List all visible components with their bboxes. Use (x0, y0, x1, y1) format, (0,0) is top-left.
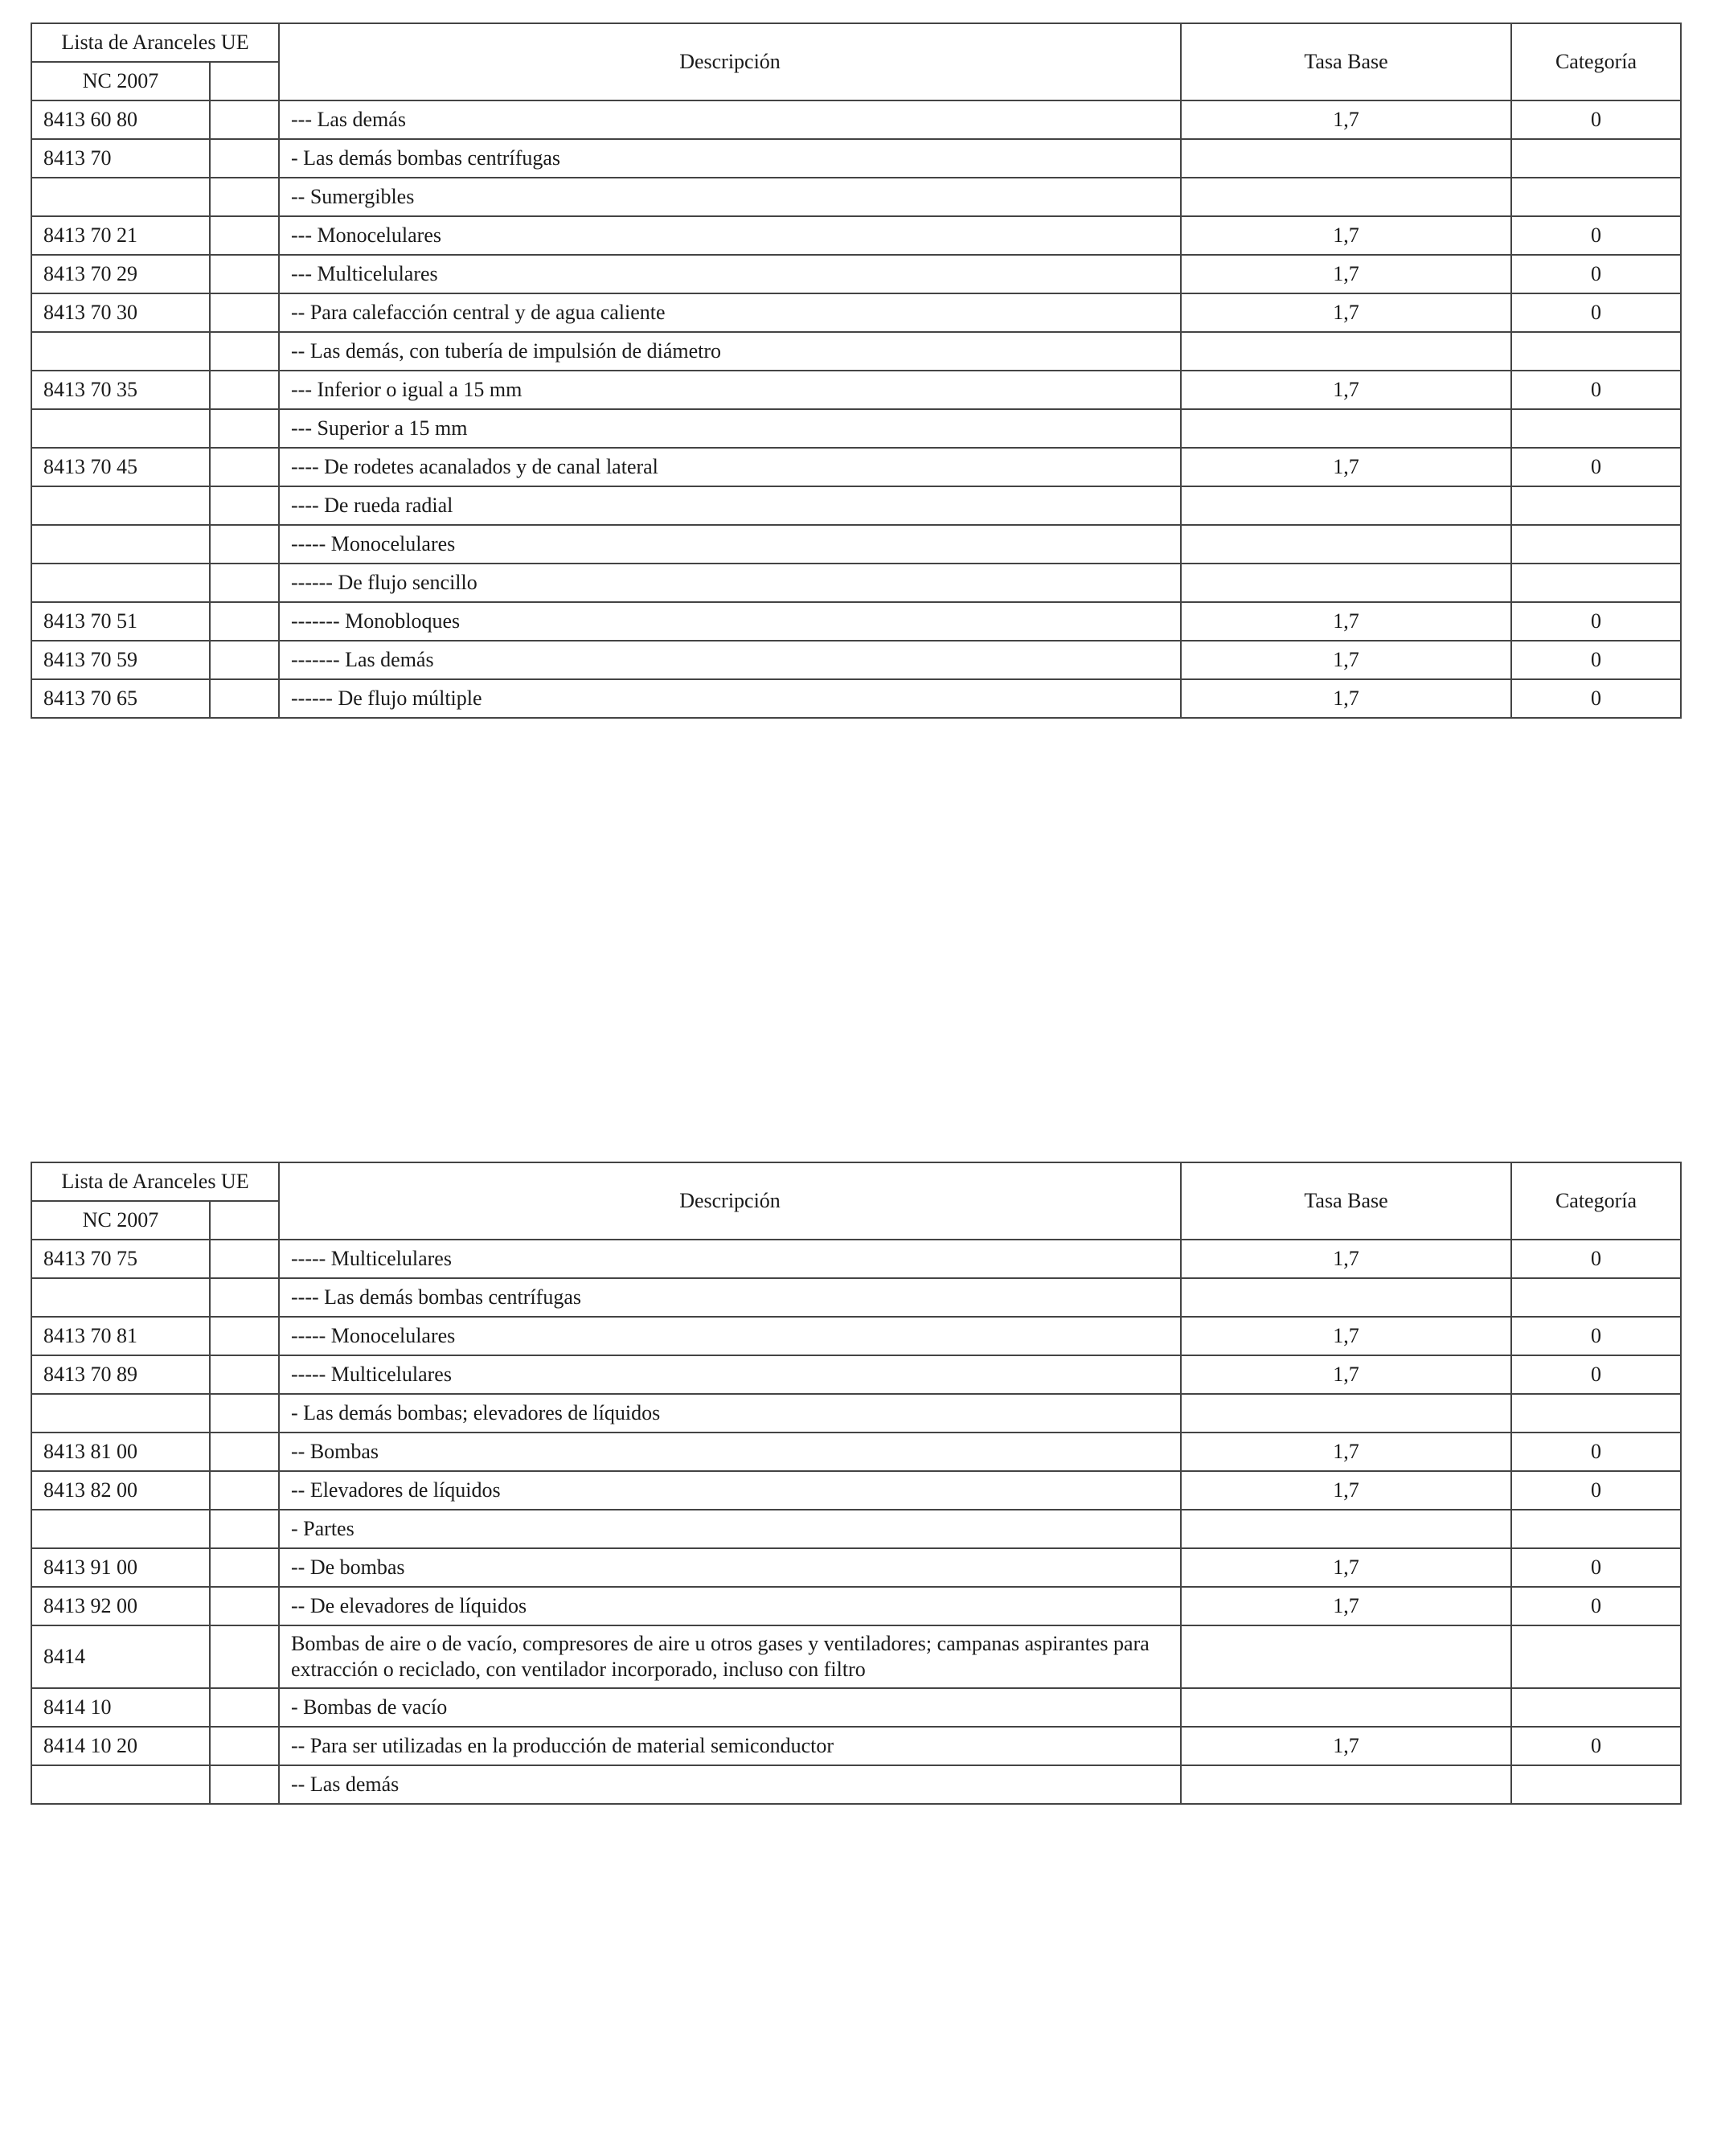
category-cell (1511, 1765, 1681, 1804)
tariff-code-cell: 8413 70 30 (31, 293, 210, 332)
blank-cell (210, 448, 279, 486)
base-rate-cell: 1,7 (1181, 216, 1511, 255)
base-rate-cell (1181, 564, 1511, 602)
tariff-code-cell: 8413 70 35 (31, 371, 210, 409)
blank-cell (210, 1240, 279, 1278)
blank-cell (210, 525, 279, 564)
tariff-code-cell: 8413 92 00 (31, 1587, 210, 1625)
category-header: Categoría (1511, 1162, 1681, 1240)
table-row (31, 178, 1681, 216)
description-cell: -- Las demás (279, 1765, 1181, 1804)
category-cell (1511, 1278, 1681, 1317)
category-cell: 0 (1511, 1240, 1681, 1278)
table-row (31, 486, 1681, 525)
table-row (31, 1433, 1681, 1471)
base-rate-cell: 1,7 (1181, 1548, 1511, 1587)
tariff-code-cell (31, 1765, 210, 1804)
table-row (31, 1548, 1681, 1587)
blank-cell (210, 1727, 279, 1765)
table-row (31, 100, 1681, 139)
category-cell (1511, 1625, 1681, 1688)
base-rate-cell (1181, 1625, 1511, 1688)
table-row (31, 1394, 1681, 1433)
category-cell (1511, 139, 1681, 178)
header-row (31, 1162, 1681, 1201)
tariff-code-cell: 8414 (31, 1625, 210, 1688)
table-row (31, 332, 1681, 371)
list-header: Lista de Aranceles UE (31, 1162, 279, 1201)
tariff-code-cell (31, 1394, 210, 1433)
category-cell: 0 (1511, 255, 1681, 293)
base-rate-cell: 1,7 (1181, 293, 1511, 332)
blank-cell (210, 371, 279, 409)
category-cell (1511, 409, 1681, 448)
blank-cell (210, 100, 279, 139)
table-row (31, 1688, 1681, 1727)
table-row (31, 1278, 1681, 1317)
description-cell: - Las demás bombas centrífugas (279, 139, 1181, 178)
description-cell: --- Inferior o igual a 15 mm (279, 371, 1181, 409)
table-body (31, 100, 1681, 718)
blank-cell (210, 1765, 279, 1804)
blank-cell (210, 1688, 279, 1727)
table-row (31, 679, 1681, 718)
description-header: Descripción (279, 23, 1181, 100)
base-rate-cell: 1,7 (1181, 1240, 1511, 1278)
base-rate-cell: 1,7 (1181, 255, 1511, 293)
table-row (31, 1625, 1681, 1688)
nc-header: NC 2007 (31, 62, 210, 100)
category-cell (1511, 1394, 1681, 1433)
blank-cell (210, 409, 279, 448)
category-cell (1511, 178, 1681, 216)
base-rate-cell: 1,7 (1181, 1317, 1511, 1355)
description-header: Descripción (279, 1162, 1181, 1240)
base-rate-cell (1181, 139, 1511, 178)
base-rate-cell: 1,7 (1181, 602, 1511, 641)
category-cell: 0 (1511, 679, 1681, 718)
table-row (31, 602, 1681, 641)
category-cell: 0 (1511, 293, 1681, 332)
description-cell: ----- Monocelulares (279, 1317, 1181, 1355)
description-cell: ----- Multicelulares (279, 1240, 1181, 1278)
base-rate-cell (1181, 1278, 1511, 1317)
base-rate-cell: 1,7 (1181, 1727, 1511, 1765)
category-cell: 0 (1511, 216, 1681, 255)
base-rate-cell: 1,7 (1181, 1471, 1511, 1510)
table-row (31, 371, 1681, 409)
tariff-code-cell: 8413 70 59 (31, 641, 210, 679)
tariff-table-2 (31, 1162, 1682, 1805)
table-row (31, 1510, 1681, 1548)
base-rate-cell: 1,7 (1181, 679, 1511, 718)
table-row (31, 1727, 1681, 1765)
blank-cell (210, 1433, 279, 1471)
blank-cell (210, 1394, 279, 1433)
description-cell: ---- De rodetes acanalados y de canal lateral (279, 448, 1181, 486)
tariff-code-cell (31, 1510, 210, 1548)
table-row (31, 293, 1681, 332)
description-cell: -- Para ser utilizadas en la producción de material semiconductor (279, 1727, 1181, 1765)
description-cell: --- Monocelulares (279, 216, 1181, 255)
description-cell: - Bombas de vacío (279, 1688, 1181, 1727)
category-cell: 0 (1511, 371, 1681, 409)
blank-cell (210, 679, 279, 718)
blank-cell (210, 1548, 279, 1587)
blank-cell (210, 139, 279, 178)
table-row (31, 255, 1681, 293)
description-cell: --- Multicelulares (279, 255, 1181, 293)
description-cell: -- Bombas (279, 1433, 1181, 1471)
blank-header-cell (210, 1201, 279, 1240)
description-cell: - Partes (279, 1510, 1181, 1548)
tariff-code-cell (31, 525, 210, 564)
nc-header: NC 2007 (31, 1201, 210, 1240)
table-row (31, 216, 1681, 255)
blank-cell (210, 216, 279, 255)
tariff-table-1 (31, 23, 1682, 719)
tariff-code-cell: 8414 10 (31, 1688, 210, 1727)
category-cell: 0 (1511, 641, 1681, 679)
tariff-code-cell: 8413 70 89 (31, 1355, 210, 1394)
description-cell: -- Las demás, con tubería de impulsión de diámetro (279, 332, 1181, 371)
blank-header-cell (210, 62, 279, 100)
table-row (31, 409, 1681, 448)
category-cell (1511, 332, 1681, 371)
rate-header: Tasa Base (1181, 23, 1511, 100)
tariff-code-cell: 8413 70 51 (31, 602, 210, 641)
description-cell: -- Sumergibles (279, 178, 1181, 216)
category-cell: 0 (1511, 1727, 1681, 1765)
description-cell: - Las demás bombas; elevadores de líquidos (279, 1394, 1181, 1433)
blank-cell (210, 178, 279, 216)
category-cell: 0 (1511, 1355, 1681, 1394)
blank-cell (210, 641, 279, 679)
category-cell: 0 (1511, 448, 1681, 486)
description-cell: --- Las demás (279, 100, 1181, 139)
blank-cell (210, 293, 279, 332)
base-rate-cell (1181, 332, 1511, 371)
blank-cell (210, 1317, 279, 1355)
base-rate-cell: 1,7 (1181, 371, 1511, 409)
category-cell: 0 (1511, 1433, 1681, 1471)
category-cell: 0 (1511, 1471, 1681, 1510)
base-rate-cell (1181, 178, 1511, 216)
description-cell: --- Superior a 15 mm (279, 409, 1181, 448)
base-rate-cell (1181, 486, 1511, 525)
description-cell: -- De elevadores de líquidos (279, 1587, 1181, 1625)
description-cell: ------- Monobloques (279, 602, 1181, 641)
table-row (31, 641, 1681, 679)
description-cell: ----- Multicelulares (279, 1355, 1181, 1394)
list-header: Lista de Aranceles UE (31, 23, 279, 62)
category-cell (1511, 1510, 1681, 1548)
tariff-code-cell (31, 178, 210, 216)
blank-cell (210, 564, 279, 602)
blank-cell (210, 255, 279, 293)
tariff-code-cell: 8413 70 75 (31, 1240, 210, 1278)
blank-cell (210, 332, 279, 371)
tariff-code-cell: 8413 91 00 (31, 1548, 210, 1587)
description-cell: ------ De flujo sencillo (279, 564, 1181, 602)
blank-cell (210, 1278, 279, 1317)
table-row (31, 1240, 1681, 1278)
blank-cell (210, 1510, 279, 1548)
base-rate-cell (1181, 1510, 1511, 1548)
description-cell: ---- Las demás bombas centrífugas (279, 1278, 1181, 1317)
category-cell: 0 (1511, 1587, 1681, 1625)
tariff-code-cell: 8413 82 00 (31, 1471, 210, 1510)
base-rate-cell (1181, 1765, 1511, 1804)
tariff-code-cell: 8413 81 00 (31, 1433, 210, 1471)
tariff-code-cell (31, 332, 210, 371)
tariff-code-cell (31, 409, 210, 448)
description-cell: ----- Monocelulares (279, 525, 1181, 564)
description-cell: ------ De flujo múltiple (279, 679, 1181, 718)
base-rate-cell: 1,7 (1181, 448, 1511, 486)
base-rate-cell: 1,7 (1181, 641, 1511, 679)
base-rate-cell: 1,7 (1181, 100, 1511, 139)
category-cell: 0 (1511, 602, 1681, 641)
table-row (31, 139, 1681, 178)
tariff-code-cell: 8413 70 45 (31, 448, 210, 486)
table-row (31, 1471, 1681, 1510)
tariff-code-cell (31, 1278, 210, 1317)
description-cell: -- Elevadores de líquidos (279, 1471, 1181, 1510)
category-cell: 0 (1511, 100, 1681, 139)
blank-cell (210, 1355, 279, 1394)
table-row (31, 564, 1681, 602)
tariff-code-cell: 8413 70 21 (31, 216, 210, 255)
tariff-code-cell (31, 486, 210, 525)
table-row (31, 448, 1681, 486)
description-cell: ---- De rueda radial (279, 486, 1181, 525)
blank-cell (210, 1587, 279, 1625)
tariff-code-cell: 8413 70 65 (31, 679, 210, 718)
description-cell: -- De bombas (279, 1548, 1181, 1587)
description-cell: ------- Las demás (279, 641, 1181, 679)
table-row (31, 525, 1681, 564)
category-cell (1511, 525, 1681, 564)
base-rate-cell (1181, 1394, 1511, 1433)
blank-cell (210, 486, 279, 525)
tariff-code-cell: 8413 70 29 (31, 255, 210, 293)
category-cell: 0 (1511, 1317, 1681, 1355)
category-header: Categoría (1511, 23, 1681, 100)
table-row (31, 1317, 1681, 1355)
table-row (31, 1355, 1681, 1394)
header-row (31, 23, 1681, 62)
base-rate-cell: 1,7 (1181, 1355, 1511, 1394)
base-rate-cell: 1,7 (1181, 1587, 1511, 1625)
tariff-code-cell (31, 564, 210, 602)
table-body (31, 1240, 1681, 1804)
blank-cell (210, 1625, 279, 1688)
category-cell (1511, 486, 1681, 525)
base-rate-cell: 1,7 (1181, 1433, 1511, 1471)
description-cell: Bombas de aire o de vacío, compresores de aire u otros gases y ventiladores; campanas aspirantes para extracción o reciclado, con ventilador incorporado, incluso con filtro (279, 1625, 1181, 1688)
base-rate-cell (1181, 409, 1511, 448)
tariff-code-cell: 8413 70 (31, 139, 210, 178)
tariff-code-cell: 8413 70 81 (31, 1317, 210, 1355)
table-row (31, 1765, 1681, 1804)
category-cell: 0 (1511, 1548, 1681, 1587)
description-cell: -- Para calefacción central y de agua caliente (279, 293, 1181, 332)
tariff-code-cell: 8414 10 20 (31, 1727, 210, 1765)
blank-cell (210, 602, 279, 641)
base-rate-cell (1181, 1688, 1511, 1727)
category-cell (1511, 1688, 1681, 1727)
base-rate-cell (1181, 525, 1511, 564)
rate-header: Tasa Base (1181, 1162, 1511, 1240)
blank-cell (210, 1471, 279, 1510)
table-row (31, 1587, 1681, 1625)
tariff-code-cell: 8413 60 80 (31, 100, 210, 139)
category-cell (1511, 564, 1681, 602)
